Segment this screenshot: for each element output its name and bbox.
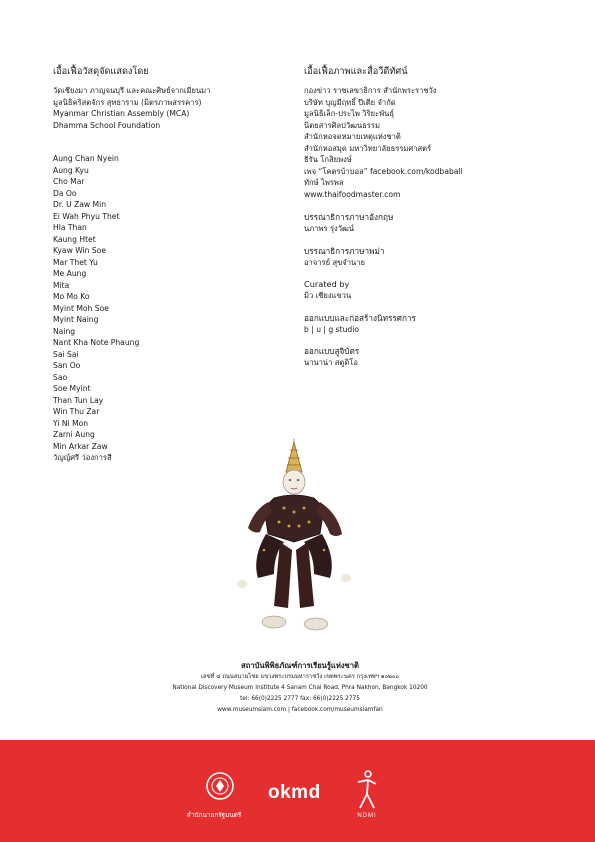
credit-role: Curated by <box>304 279 350 289</box>
ndmi-logo <box>352 768 382 824</box>
credit-name: นภาพร รุ่งวัฒน์ <box>304 224 355 233</box>
contributor-name: Soe Myint <box>53 384 91 393</box>
media-source: มูลนิธิเล็ก-ประไพ วิริยะพันธุ์ <box>304 109 394 118</box>
okmd-logo: okmd <box>268 782 321 803</box>
phone-fax: tel: 66(0)2225 2777 fax: 66(0)2225 2775 <box>240 696 360 702</box>
staff-credits <box>304 211 564 369</box>
contributor-name: Win Thu Zar <box>53 407 100 416</box>
credit-role: ออกแบบและก่อสร้างนิทรรศการ <box>304 312 416 323</box>
contributor-name: Aung Chan Nyein <box>53 154 119 163</box>
credits-left-column <box>53 66 283 464</box>
contributor-name: Ei Wah Phyu Thet <box>53 211 120 221</box>
contributor-name: Da Oo <box>53 188 77 198</box>
media-source: บริษัท บุญมีฤทธิ์ ปีเตีย จำกัด <box>304 97 396 107</box>
contributor-name: Mar Thet Yu <box>53 257 98 267</box>
lenders-list <box>53 85 283 131</box>
credit-name: อาจารย์ สุขจำนาย <box>304 257 365 267</box>
contributor-name: Kyaw Win Soe <box>53 246 107 255</box>
office-prime-minister-logo <box>170 770 258 820</box>
media-heading: เอื้อเฟื้อภาพและสื่อวีดีทัศน์ <box>304 66 408 77</box>
lender-item: Dhamma School Foundation <box>53 120 161 130</box>
contributor-name: Mo Mo Ko <box>53 292 90 301</box>
lenders-heading: เอื้อเฟื้อวัสดุจัดแสดงโดย <box>53 66 149 77</box>
contributor-name: Nant Kha Note Phaung <box>53 338 140 347</box>
media-source: สำนักหอจดหมายเหตุแห่งชาติ <box>304 132 401 141</box>
contributor-name: Myint Naing <box>53 315 99 324</box>
media-source: นิตยสารศิลปวัฒนธรรม <box>304 120 380 130</box>
media-source: ทักษ์ ไพรพล <box>304 178 344 187</box>
ndmi-label: NDMI <box>357 813 377 819</box>
address-english: National Discovery Museum Institute 4 Sanam Chai Road, Phra Nakhon, Bangkok 10200 <box>172 685 428 691</box>
contributor-name: วัญญ์ศรี ว่องการสี <box>53 453 112 462</box>
address-thai: เลขที่ ๔ ถนนสนามไชย แขวงพระบรมมหาราชวัง เขตพระนคร กรุงเทพฯ ๑๐๒๐๐ <box>201 674 399 680</box>
contributor-name: Naing <box>53 326 76 336</box>
media-sources-list <box>304 85 564 200</box>
museum-contact-info <box>120 660 480 716</box>
contributor-name: Dr. U Zaw Min <box>53 200 107 209</box>
contributor-name: Aung Kyu <box>53 165 89 175</box>
contributor-names <box>53 153 283 464</box>
media-source: เพจ “โคตรบ้าบอล” facebook.com/kodbaball <box>304 166 463 176</box>
lender-item: Myanmar Christian Assembly (MCA) <box>53 109 190 118</box>
credit-name: มิว เชียงแขวน <box>304 291 352 300</box>
media-source: กองข่าว ราชเลขาธิการ สำนักพระราชวัง <box>304 86 437 95</box>
credit-name: นานาน่า สตูดิโอ <box>304 358 358 367</box>
contributor-name: Myint Moh Soe <box>53 303 109 313</box>
contributor-name: Cho Mar <box>53 177 85 186</box>
lender-item: วัดเชียงมา ภาญจนบุรี และคณะศิษย์จากเมียนมา <box>53 86 211 95</box>
credit-role: บรรณาธิการภาษาพม่า <box>304 245 385 256</box>
credit-name: b | u | g studio <box>304 324 359 334</box>
contributor-name: Than Tun Lay <box>53 395 104 405</box>
institution-name: สถาบันพิพิธภัณฑ์การเรียนรู้แห่งชาติ <box>241 661 359 670</box>
contributor-name: Kaung Htet <box>53 234 96 244</box>
figure-icon <box>352 768 382 812</box>
credit-role: บรรณาธิการภาษาอังกฤษ <box>304 212 394 222</box>
contributor-name: Hla Than <box>53 223 87 232</box>
footer-logo-band <box>0 740 595 842</box>
lender-item: มูลนิธิคริสตจักร สุทธาราม (มิตรภาพสรรคาร) <box>53 97 202 107</box>
credits-right-column <box>304 66 564 369</box>
seal-icon <box>170 770 258 810</box>
contributor-name: Min Arkar Zaw <box>53 441 108 451</box>
contributor-name: San Oo <box>53 361 81 370</box>
media-source: ธีรัน โกสิยพงษ์ <box>304 155 352 164</box>
media-source-website: www.thaifoodmaster.com <box>304 189 401 199</box>
credit-role: ออกแบบสูจิบัตร <box>304 346 360 356</box>
contributor-name: Sai Sai <box>53 349 79 359</box>
contributor-name: Me Aung <box>53 269 87 278</box>
contributor-name: Yi Ni Mon <box>53 418 89 428</box>
contributor-name: Zarni Aung <box>53 430 95 439</box>
contributor-name: Mita <box>53 280 70 290</box>
media-source: สำนักหอสมุด มหาวิทยาลัยธรรมศาสตร์ <box>304 143 432 153</box>
website-links: www.museumsiam.com | facebook.com/museumsiamfan <box>217 707 383 713</box>
contributor-name: Sao <box>53 372 68 382</box>
marionette-puppet-image <box>224 438 364 646</box>
office-label: สำนักนายกรัฐมนตรี <box>186 811 242 819</box>
